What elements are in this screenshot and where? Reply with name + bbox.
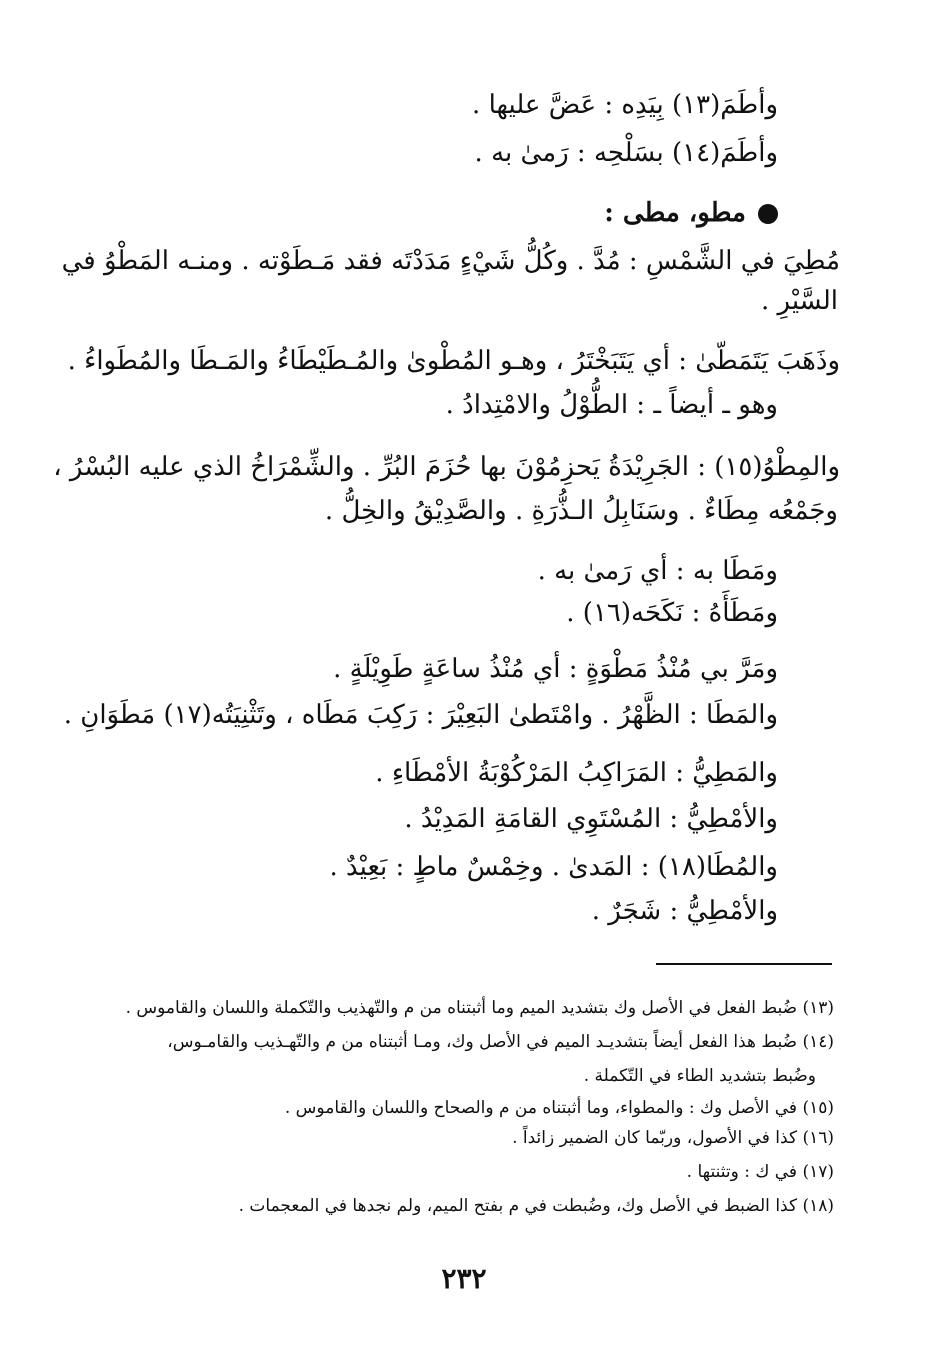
entry-line: والأمْطِيُّ : المُسْتَوِي القامَةِ المَدِيْدُ .: [404, 804, 778, 834]
footnote-continuation: وضُبط بتشديد الطاء في التّكملة .: [583, 1066, 816, 1086]
entry-line: ومَرَّ بي مُنْذُ مَطْوَةٍ : أي مُنْذُ ساعَةٍ طَوِيْلَةٍ .: [333, 654, 778, 684]
footnote: (١٣) ضُبط الفعل في الأصل وك بتشديد الميم وما أثبتناه من م والتّهذيب والتّكملة واللسان والقاموس .: [125, 998, 834, 1018]
footnote: (١٤) ضُبط هذا الفعل أيضاً بتشديـد الميم في الأصل وك، ومـا أثبتناه من م والتّهـذيب والقامـوس،: [167, 1032, 834, 1052]
entry-line: والمَطِيُّ : المَرَاكِبُ المَرْكُوْبَةُ الأمْطَاءِ .: [375, 758, 778, 788]
entry-line: والمَطَا : الظَّهْرُ . وامْتَطىٰ البَعِيْرَ : رَكِبَ مَطَاه ، وتَثْنِيَتُه(١٧) مَطَوَانِ .: [63, 700, 778, 730]
entry-line: وأطَمَ(١٤) بسَلْحِه : رَمىٰ به .: [474, 138, 778, 168]
entry-line: والمُطَا(١٨) : المَدىٰ . وخِمْسٌ ماطٍ : بَعِيْدٌ .: [329, 852, 778, 882]
entry-line: والمِطْوُ(١٥) : الجَرِيْدَةُ يَحزِمُوْنَ بها حُزَمَ البُرِّ . والشِّمْرَاخُ الذي عليه البُسْرُ ،: [53, 452, 840, 482]
entry-heading: [604, 196, 778, 230]
entry-line: والأمْطِيُّ : شَجَرٌ .: [591, 896, 778, 926]
entry-line: وذَهَبَ يَتَمَطّىٰ : أي يَتَبَخْتَرُ ، وهـو المُطْوىٰ والمُـطَيْطَاءُ والمَـطَا والمُطَواءُ .: [67, 346, 840, 376]
entry-line: ومَطَأَهُ : نَكَحَه(١٦) .: [566, 598, 778, 628]
footnote: (١٥) في الأصل وك : والمطواء، وما أثبتناه من م والصحاح واللسان والقاموس .: [284, 1098, 834, 1118]
entry-line: السَّيْرِ .: [760, 286, 838, 316]
entry-line: وهو ـ أيضاً ـ : الطُّوْلُ والامْتِدادُ .: [445, 390, 778, 420]
footnote-divider: [656, 963, 832, 965]
entry-line: ومَطَا به : أي رَمىٰ به .: [537, 556, 778, 586]
footnote: (١٧) في ك : وتثنتها .: [686, 1162, 834, 1182]
footnote: (١٨) كذا الضبط في الأصل وك، وضُبطت في م بفتح الميم، ولم نجدها في المعجمات .: [238, 1196, 834, 1216]
entry-line: مُطِيَ في الشَّمْسِ : مُدَّ . وكُلُّ شَيْءٍ مَدَدْتَه فقد مَـطَوْته . ومنـه المَطْوُ في: [61, 246, 840, 276]
entry-line: وجَمْعُه مِطَاءٌ . وسَنَابِلُ الـذُّرَةِ . والصَّدِيْقُ والخِلُّ .: [324, 496, 838, 526]
page-number: ٢٣٢: [441, 1262, 487, 1295]
entry-heading-text: مطو، مطى :: [604, 198, 746, 228]
bullet-icon: [758, 204, 778, 224]
footnote: (١٦) كذا في الأصول، وربّما كان الضمير زائداً .: [512, 1128, 834, 1148]
entry-line: وأطَمَ(١٣) بِيَدِه : عَضَّ عليها .: [472, 90, 778, 120]
